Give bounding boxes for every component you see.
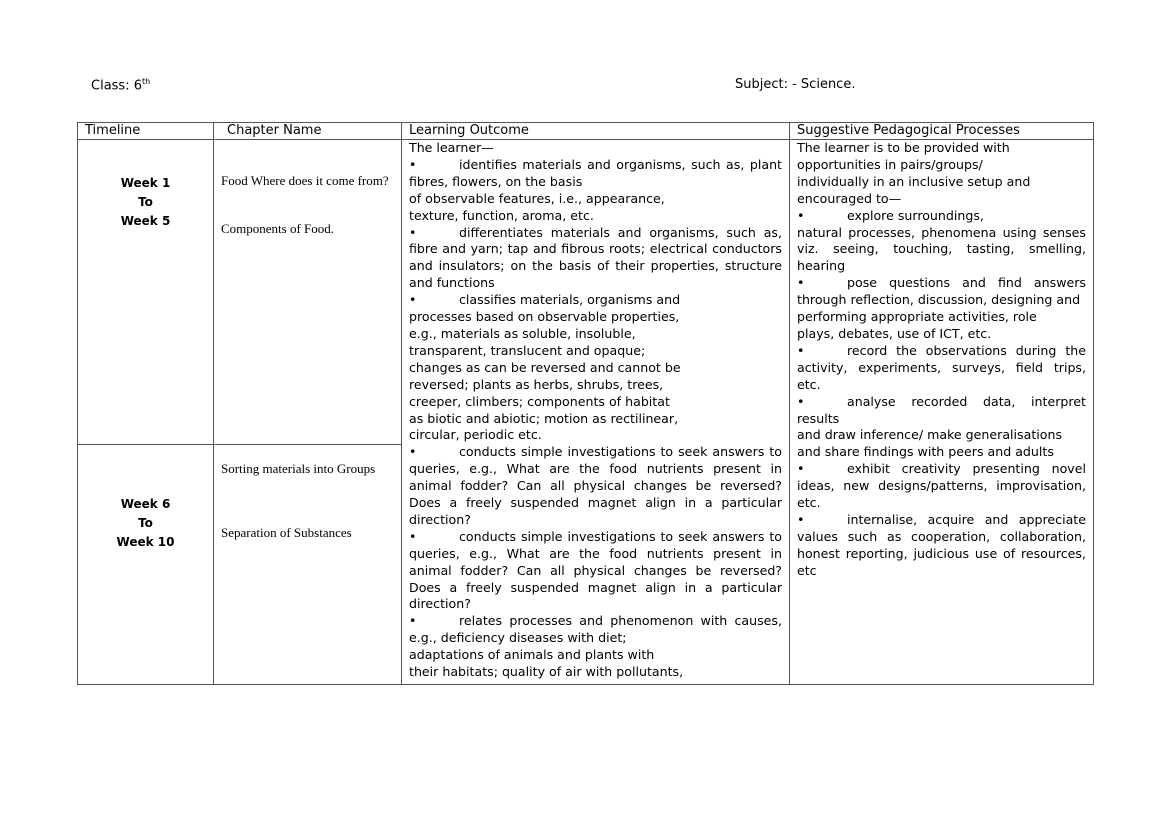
- timeline-to: To: [138, 195, 153, 209]
- pedagogy-line: • exhibit creativity presenting novel ideas, new designs/patterns, improvisation, etc.: [797, 461, 1086, 511]
- bullet-icon: •: [797, 342, 805, 358]
- timeline-start: Week 6: [120, 497, 171, 511]
- outcome-line: texture, function, aroma, etc.: [409, 207, 594, 223]
- pedagogy-cell: [790, 140, 1094, 685]
- pedagogy-line: performing appropriate activities, role: [797, 309, 1037, 325]
- outcome-line: their habitats; quality of air with pollutants,: [409, 664, 684, 680]
- outcome-line: • conducts simple investigations to seek answers to queries, e.g., What are the food nutrients present in animal fodder? Can all physical changes be reversed? Does a freely suspended magnet align in a particular direction?: [409, 528, 782, 612]
- class-label: Class: 6th: [91, 77, 151, 94]
- bullet-icon: •: [409, 156, 417, 172]
- bullet-icon: •: [409, 224, 417, 240]
- chapter-cell: [214, 140, 402, 445]
- outcome-line: as biotic and abiotic; motion as rectilinear,: [409, 410, 679, 426]
- col-header-learning-outcome: Learning Outcome: [402, 123, 790, 140]
- bullet-icon: •: [409, 528, 417, 544]
- outcome-line: transparent, translucent and opaque;: [409, 342, 646, 358]
- chapter-name: Food Where does it come from?: [221, 173, 389, 188]
- outcome-line: • relates processes and phenomenon with causes, e.g., deficiency diseases with diet;: [409, 613, 782, 646]
- timeline-to: To: [138, 516, 153, 530]
- outcome-line: circular, periodic etc.: [409, 427, 542, 443]
- col-header-pedagogy: Suggestive Pedagogical Processes: [790, 123, 1094, 140]
- pedagogy-line: • explore surroundings,: [797, 207, 984, 223]
- timeline-cell: [78, 445, 214, 685]
- pedagogy-line: natural processes, phenomena using senses viz. seeing, touching, tasting, smelling, hearing: [797, 224, 1086, 274]
- curriculum-table: [77, 122, 1094, 685]
- learning-outcome-cell: [402, 140, 790, 685]
- pedagogy-line: opportunities in pairs/groups/: [797, 156, 983, 172]
- outcome-line: adaptations of animals and plants with: [409, 647, 655, 663]
- bullet-icon: •: [797, 393, 805, 409]
- pedagogy-line: and draw inference/ make generalisations: [797, 427, 1063, 443]
- outcome-line: of observable features, i.e., appearance,: [409, 190, 665, 206]
- outcome-line: The learner—: [409, 140, 494, 155]
- outcome-line: • conducts simple investigations to seek answers to queries, e.g., What are the food nutrients present in animal fodder? Can all physical changes be reversed? Does a freely suspended magnet align in a particular direction?: [409, 444, 782, 527]
- timeline-end: Week 10: [116, 535, 175, 549]
- bullet-icon: •: [797, 461, 805, 477]
- bullet-icon: •: [409, 613, 417, 629]
- pedagogy-line: encouraged to—: [797, 190, 902, 206]
- chapter-name: Separation of Substances: [221, 525, 352, 540]
- table-row: [78, 140, 1094, 445]
- pedagogy-line: plays, debates, use of ICT, etc.: [797, 325, 992, 341]
- timeline-start: Week 1: [120, 176, 171, 190]
- pedagogy-line: • analyse recorded data, interpret results: [797, 393, 1086, 426]
- pedagogy-line: individually in an inclusive setup and: [797, 173, 1031, 189]
- pedagogy-line: • record the observations during the activity, experiments, surveys, field trips, etc.: [797, 342, 1086, 392]
- chapter-cell: [214, 445, 402, 685]
- table-header-row: [78, 123, 1094, 140]
- bullet-icon: •: [797, 275, 805, 291]
- bullet-icon: •: [797, 511, 805, 527]
- outcome-line: changes as can be reversed and cannot be: [409, 359, 681, 375]
- outcome-line: • classifies materials, organisms and: [409, 292, 681, 308]
- timeline-end: Week 5: [120, 214, 171, 228]
- chapter-name: Sorting materials into Groups: [221, 461, 376, 476]
- pedagogy-line: • pose questions and find answers through reflection, discussion, designing and: [797, 275, 1086, 308]
- pedagogy-line: The learner is to be provided with: [797, 140, 1010, 155]
- col-header-timeline: Timeline: [78, 123, 214, 140]
- bullet-icon: •: [409, 292, 417, 308]
- outcome-line: • identifies materials and organisms, such as, plant fibres, flowers, on the basis: [409, 156, 782, 189]
- class-superscript: th: [141, 77, 151, 86]
- outcome-line: reversed; plants as herbs, shrubs, trees,: [409, 376, 664, 392]
- chapter-name: Components of Food.: [221, 221, 335, 236]
- outcome-line: processes based on observable properties,: [409, 309, 680, 325]
- subject-label: Subject: - Science.: [735, 77, 856, 92]
- bullet-icon: •: [409, 444, 417, 460]
- pedagogy-line: • internalise, acquire and appreciate values such as cooperation, collaboration, honest reporting, judicious use of resources, etc: [797, 511, 1086, 578]
- timeline-cell: [78, 140, 214, 445]
- bullet-icon: •: [797, 207, 805, 223]
- outcome-line: • differentiates materials and organisms, such as, fibre and yarn; tap and fibrous roots; electrical conductors and insulators; on the basis of their properties, structure and functions: [409, 224, 782, 291]
- pedagogy-line: and share findings with peers and adults: [797, 444, 1054, 460]
- col-header-chapter: Chapter Name: [214, 123, 402, 140]
- outcome-line: creeper, climbers; components of habitat: [409, 393, 670, 409]
- outcome-line: e.g., materials as soluble, insoluble,: [409, 325, 636, 341]
